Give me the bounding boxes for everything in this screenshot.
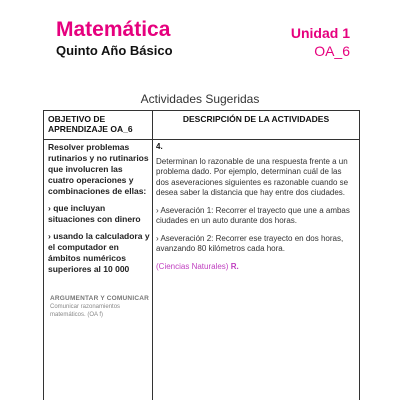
objective-column-header: OBJETIVO DE APRENDIZAJE OA_6 [48,114,133,134]
science-link[interactable]: (Ciencias Naturales) [156,261,229,271]
objective-cell [48,142,150,281]
objective-bullet-money: › que incluyan situaciones con dinero [48,203,141,224]
unit-label: Unidad 1 [290,25,350,41]
skill-text: Comunicar razonamientos matemáticos. (OA f) [50,304,121,318]
cross-curricular-line [156,262,354,273]
activities-table [43,110,360,400]
activity-number: 4. [156,142,163,151]
description-cell [156,142,354,279]
document-title: Matemática [56,18,171,41]
objective-text: Resolver problemas rutinarios y no rutinarios que involucren las cuatro operaciones y combinaciones de ellas: [48,142,149,196]
oa-label: OA_6 [314,43,350,59]
skill-block [50,294,150,319]
skill-title: ARGUMENTAR Y COMUNICAR [50,295,150,302]
objective-bullet-calculator: › usando la calculadora y el computador en ámbitos numéricos superiores al 10 000 [48,231,150,274]
column-divider [152,111,153,400]
statement-2: › Aseveración 2: Recorrer ese trayecto en dos horas, avanzando 80 kilómetros cada hora. [156,233,344,253]
description-column-header: DESCRIPCIÓN DE LA ACTIVIDADES [182,114,330,124]
link-letter: R. [230,261,239,271]
statement-1: › Aseveración 1: Recorrer el trayecto que une a ambas ciudades en un auto durante dos horas. [156,205,350,225]
section-heading: Actividades Sugeridas [140,92,260,106]
activity-intro: Determinan lo razonable de una respuesta frente a un problema dado. Por ejemplo, determinan cuál de las dos aseveraciones siguientes es razonable cuando se desea saber la distancia que hay entre dos ciudades. [156,156,349,197]
table-header-row [44,111,359,140]
document-subtitle: Quinto Año Básico [56,43,173,58]
